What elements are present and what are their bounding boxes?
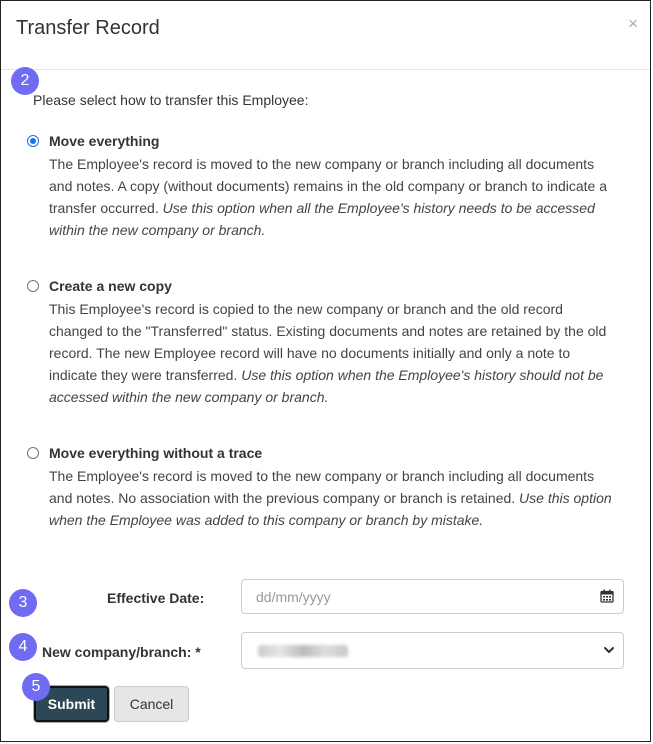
option-hint: Use this option when all the Employee's history needs to be accessed within the new company or branch.	[49, 200, 595, 238]
option-description-text: The Employee's record is moved to the new company or branch including all documents and notes. No association with the previous company or branch is retained.	[49, 468, 595, 506]
company-branch-label: New company/branch: *	[42, 644, 201, 660]
radio-move-without-trace[interactable]	[27, 447, 39, 459]
selected-company-value	[258, 645, 348, 657]
dialog-title: Transfer Record	[16, 17, 160, 39]
step-badge-3: 3	[9, 589, 37, 617]
step-badge-2: 2	[11, 67, 39, 95]
intro-text: Please select how to transfer this Employee:	[33, 92, 309, 108]
option-description	[49, 465, 614, 531]
option-move-without-trace[interactable]	[27, 445, 617, 555]
option-hint: Use this option when the Employee's history should not be accessed within the new company or branch.	[49, 367, 604, 405]
effective-date-input[interactable]	[241, 579, 624, 614]
submit-button[interactable]: Submit	[34, 686, 109, 722]
header-divider	[1, 69, 650, 70]
option-move-everything[interactable]	[27, 133, 617, 243]
option-description	[49, 298, 614, 408]
option-description-text: The Employee's record is moved to the new company or branch including all documents and notes. A copy (without documents) remains in the old company or branch to indicate a transfer occurred.	[49, 156, 607, 216]
option-hint: Use this option when the Employee was added to this company or branch by mistake.	[49, 490, 612, 528]
option-label: Move everything without a trace	[49, 445, 263, 461]
chevron-down-icon	[603, 644, 615, 656]
company-branch-select[interactable]	[241, 632, 624, 669]
option-label: Move everything	[49, 133, 160, 149]
option-description-text: This Employee's record is copied to the new company or branch and the old record changed to the "Transferred" status. Existing documents and notes are retained by the old record. The new Employee record will have no documents initially and only a note to indicate they were transferred.	[49, 301, 607, 383]
option-label: Create a new copy	[49, 278, 172, 294]
calendar-icon[interactable]	[600, 589, 614, 603]
close-icon[interactable]: ×	[628, 14, 638, 33]
cancel-button[interactable]: Cancel	[114, 686, 189, 722]
date-placeholder: dd/mm/yyyy	[256, 589, 331, 605]
option-description	[49, 153, 614, 241]
step-badge-4: 4	[9, 633, 37, 661]
effective-date-label: Effective Date:	[107, 590, 205, 606]
radio-move-everything[interactable]	[27, 135, 39, 147]
radio-create-new-copy[interactable]	[27, 280, 39, 292]
step-badge-5: 5	[22, 673, 50, 701]
option-create-new-copy[interactable]	[27, 278, 617, 408]
